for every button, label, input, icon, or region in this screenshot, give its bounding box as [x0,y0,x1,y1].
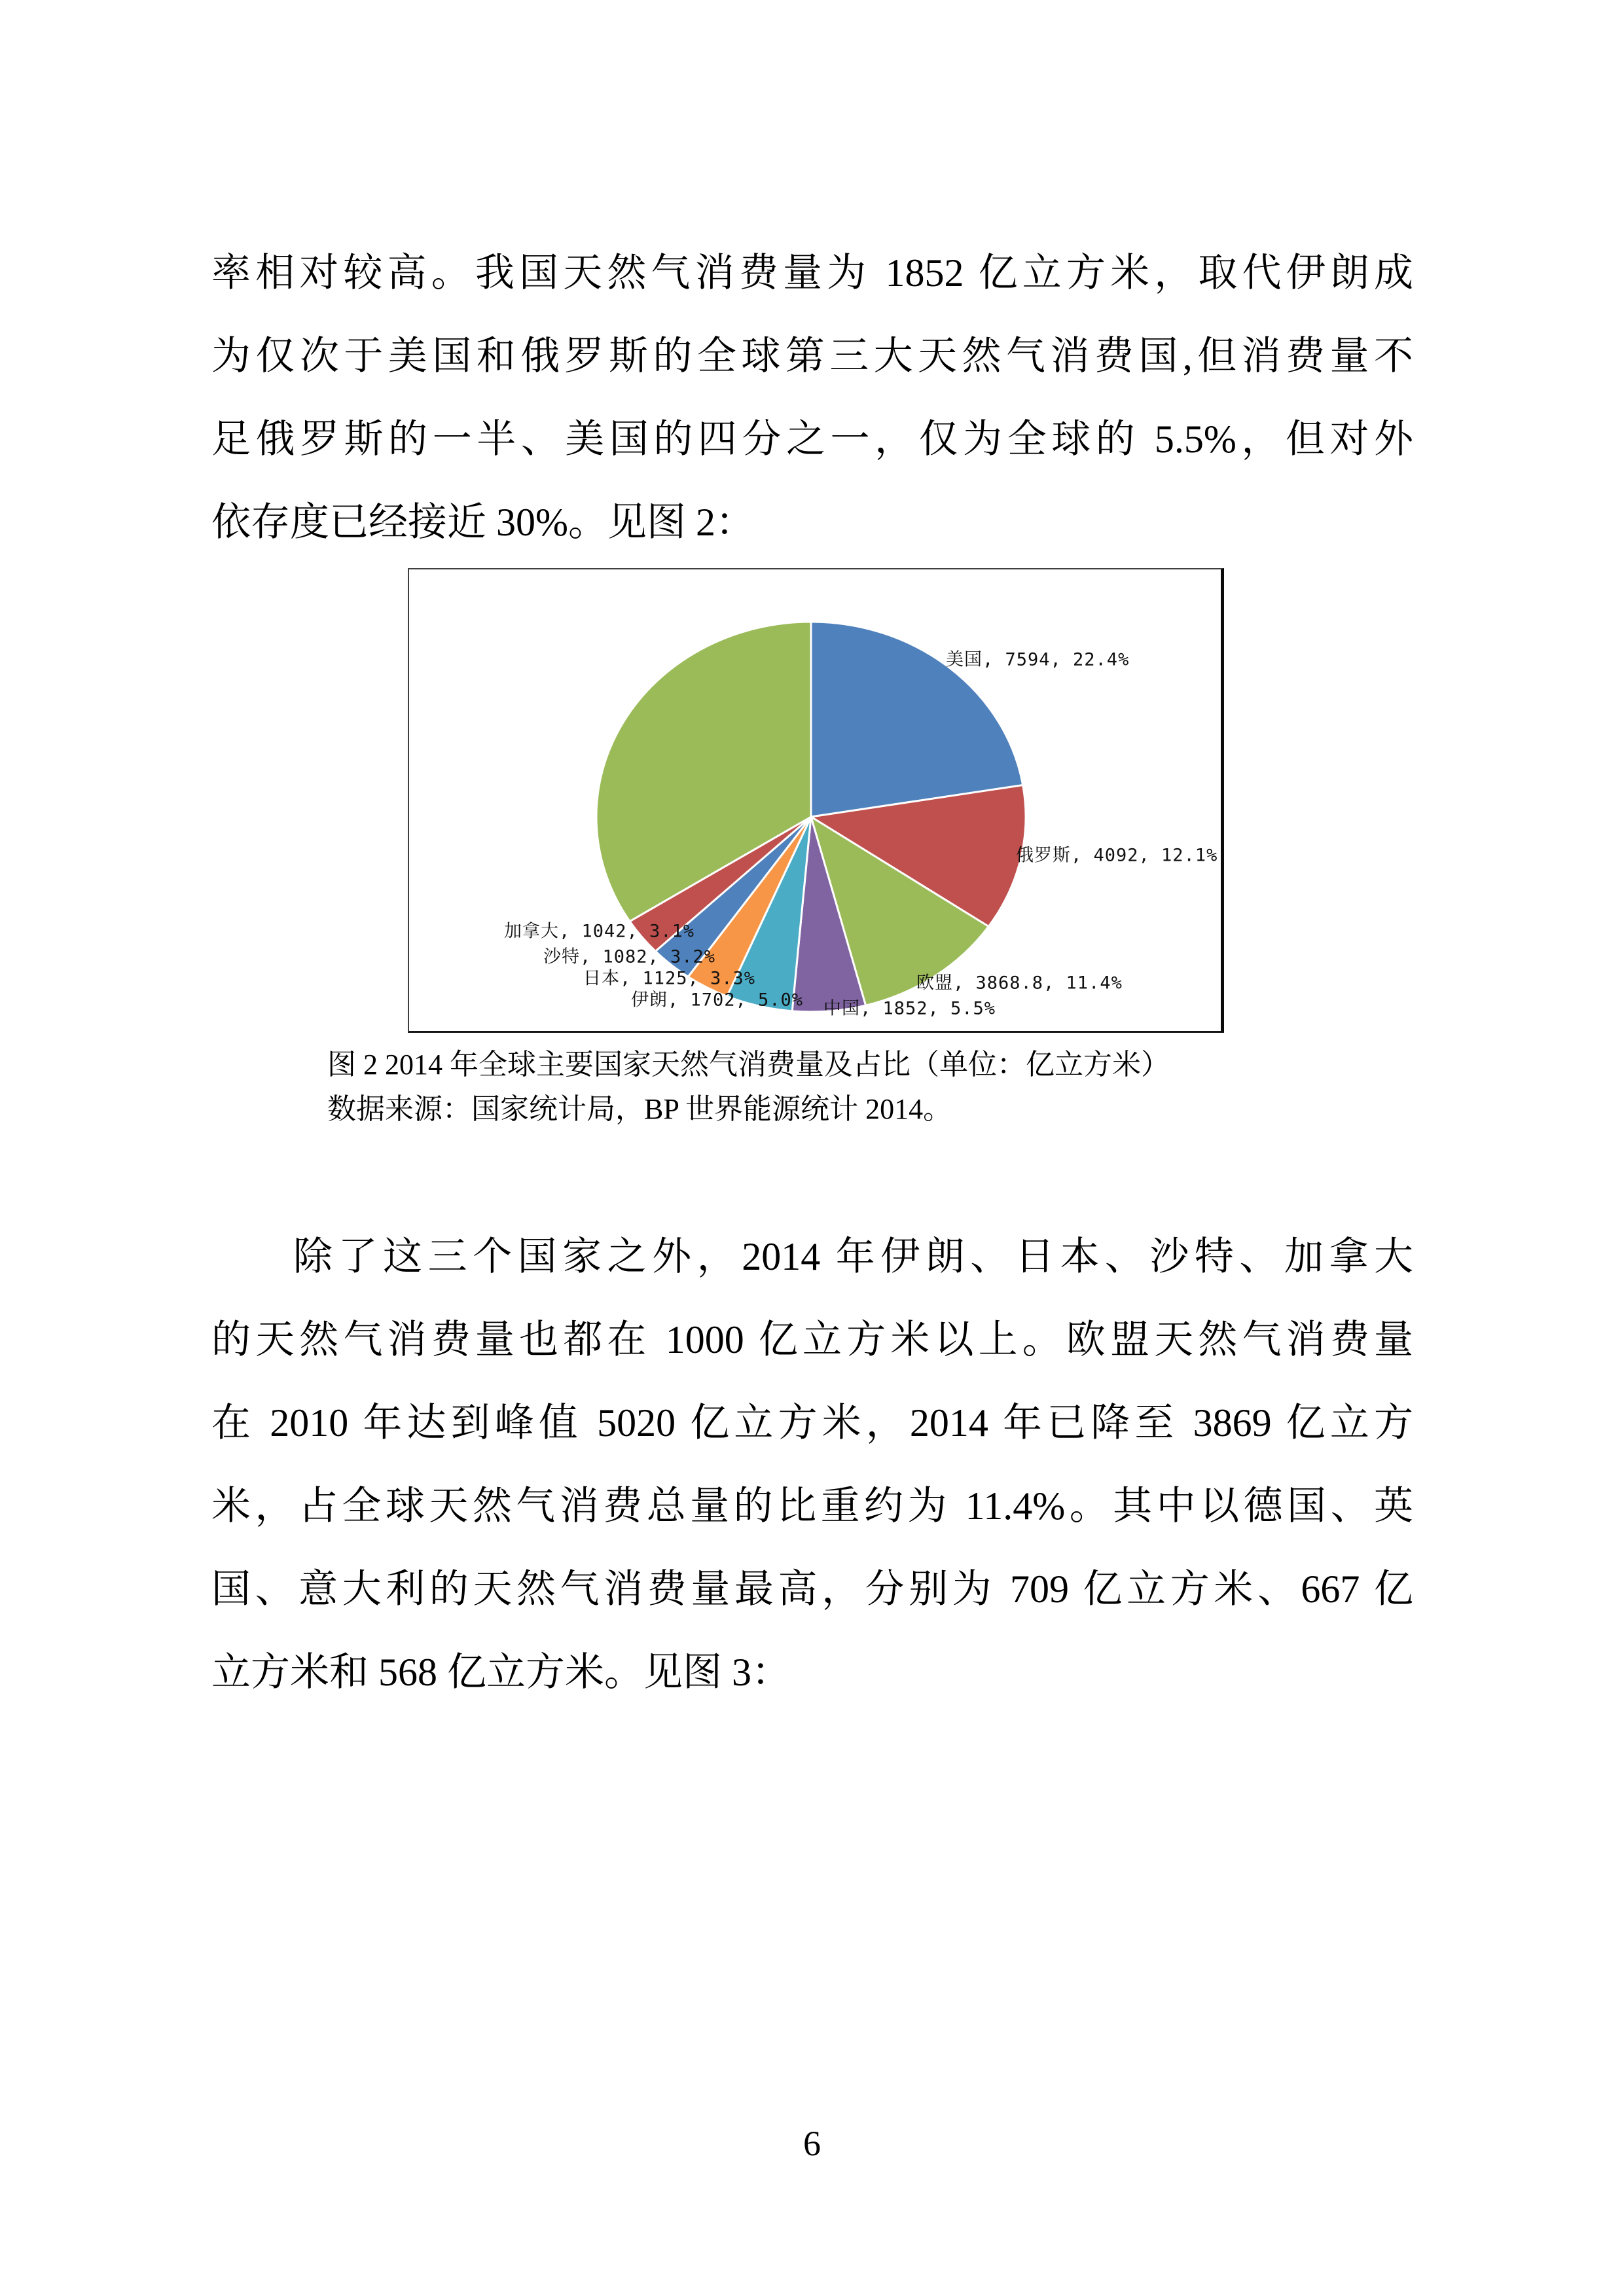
text-line: 为仅次于美国和俄罗斯的全球第三大天然气消费国,但消费量不 [211,334,1413,378]
pie-label-加拿大: 加拿大, 1042, 3.1% [504,921,695,942]
text-line: 在 2010 年达到峰值 5020 亿立方米，2014 年已降至 3869 亿立方 [211,1401,1413,1444]
text-line: 米，占全球天然气消费总量的比重约为 11.4%。其中以德国、英 [211,1484,1413,1528]
paragraph-2 [211,1215,1413,1714]
text-line: 立方米和 568 亿立方米。见图 3： [211,1651,791,1694]
figure-caption: 图 2 2014 年全球主要国家天然气消费量及占比（单位：亿立方米） [327,1049,1170,1081]
pie-label-美国: 美国, 7594, 22.4% [946,649,1130,670]
text-line: 率相对较高。我国天然气消费量为 1852 亿立方米，取代伊朗成 [211,251,1413,295]
text-line: 国、意大利的天然气消费量最高，分别为 709 亿立方米、667 亿 [211,1568,1413,1611]
text-line: 足俄罗斯的一半、美国的四分之一，仅为全球的 5.5%，但对外 [211,418,1413,461]
figure-caption-block [327,1043,1414,1132]
page-number: 6 [803,2124,821,2163]
pie-label-沙特: 沙特, 1082, 3.2% [543,946,716,967]
figure-2-pie-chart [408,568,1224,1033]
text-line: 依存度已经接近 30%。见图 2： [211,501,755,544]
text-line: 的天然气消费量也都在 1000 亿立方米以上。欧盟天然气消费量 [211,1318,1413,1361]
pie-chart-canvas [409,569,1221,1031]
pie-label-俄罗斯: 俄罗斯, 4092, 12.1% [1016,845,1218,866]
pie-label-中国: 中国, 1852, 5.5% [823,998,996,1019]
paragraph-1 [211,232,1413,564]
pie-label-欧盟: 欧盟, 3868.8, 11.4% [916,973,1123,994]
text-line: 除了这三个国家之外，2014 年伊朗、日本、沙特、加拿大 [293,1235,1413,1278]
figure-source: 数据来源：国家统计局，BP 世界能源统计 2014。 [327,1093,952,1125]
pie-label-日本: 日本, 1125, 3.3% [583,968,756,989]
pie-label-伊朗: 伊朗, 1702, 5.0% [631,990,804,1011]
